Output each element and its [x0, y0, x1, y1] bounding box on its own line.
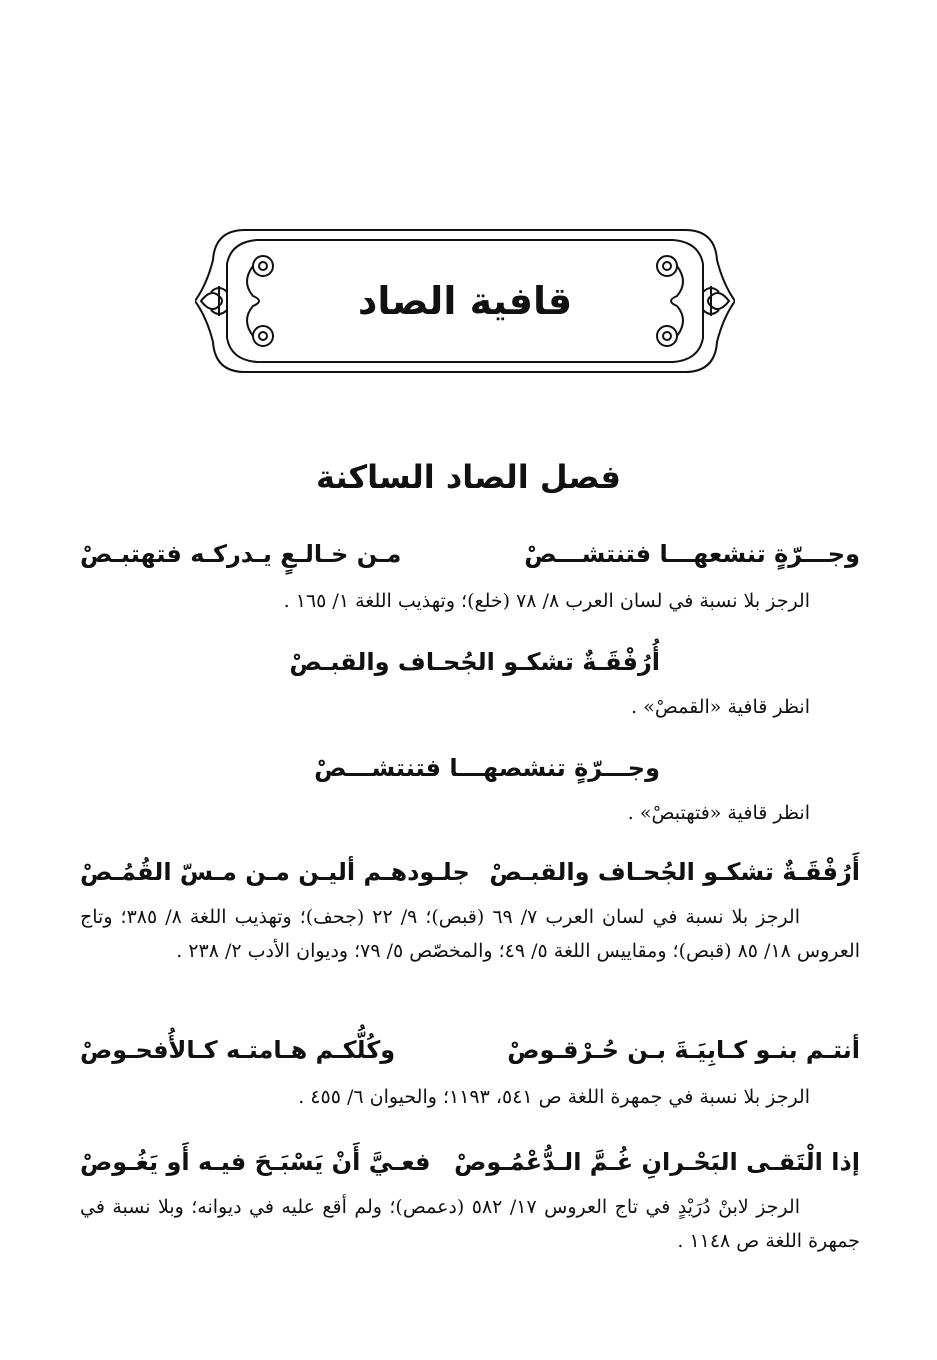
citation-note: الرجز بلا نسبة في لسان العرب ٨/ ٧٨ (خلع)؛ وتهذيب اللغة ١/ ١٦٥ .: [283, 590, 810, 612]
citation-note: انظر قافية «فتهتبصْ» .: [627, 802, 810, 824]
section-title: فصل الصاد الساكنة: [316, 458, 621, 496]
citation-note: الرجز بلا نسبة في لسان العرب ٧/ ٦٩ (قبص)؛ ٩/ ٢٢ (جحف)؛ وتهذيب اللغة ٨/ ٣٨٥؛ وتاج العروس ١٨/ ٨٥ (قبص)؛ ومقاييس اللغة ٥/ ٤٩؛ والمخصّص ٥/ ٧٩؛ وديوان الأدب ٢/ ٢٣٨ .: [80, 906, 860, 962]
citation-note: الرجز لابنْ دُرَيْدٍ في تاج العروس ١٧/ ٥٨٢ (دعمص)؛ ولم أقع عليه في ديوانه؛ وبلا نسبة في جمهرة اللغة ص ١١٤٨ .: [80, 1196, 860, 1252]
verse-left-hemistich: وكُلُّكـم هـامتـه كـالأُفحـوصْ: [80, 1036, 396, 1064]
verse-single: أُرُفْقَـةٌ تشكـو الجُحـاف والقبـصْ: [289, 648, 660, 676]
verse-right-hemistich: وجـــرّةٍ تنشعهـــا فتنتشـــصْ: [524, 540, 860, 568]
verse-single: وجـــرّةٍ تنشصهـــا فتنتشـــصْ: [314, 754, 660, 782]
verse-line: [80, 858, 860, 898]
chapter-title: قافية الصاد: [357, 279, 573, 323]
verse-line: [250, 754, 660, 794]
verse-left-hemistich: مـن خـالـعٍ يـدركـه فتهتبـصْ: [80, 540, 402, 568]
verse-right-hemistich: أَرُفْقَـةٌ تشكـو الجُحـاف والقبـصْ: [489, 858, 860, 886]
verse-line: [80, 540, 860, 580]
verse-left-hemistich: فعـيَّ أَنْ يَسْبَـحَ فيـه أَو يَغُـوصْ: [80, 1148, 431, 1176]
verse-right-hemistich: أنتـم بنـو كـابِيَـةَ بـن حُـرْقـوصْ: [507, 1036, 860, 1064]
verse-line: [80, 1036, 860, 1076]
citation-note: الرجز بلا نسبة في جمهرة اللغة ص ٥٤١، ١١٩٣؛ والحيوان ٦/ ٤٥٥ .: [298, 1086, 810, 1108]
citation-note: انظر قافية «القمصْ» .: [631, 696, 810, 718]
verse-line: [80, 1148, 860, 1188]
verse-line: [250, 648, 660, 688]
verse-right-hemistich: إذا الْتَقـى البَحْـرانِ غُـمَّ الـدُّعْمُـوصْ: [454, 1148, 860, 1176]
chapter-header-frame: [195, 226, 735, 376]
verse-left-hemistich: جلـودهـم أليـن مـن مـسّ القُمُـصْ: [80, 858, 470, 886]
